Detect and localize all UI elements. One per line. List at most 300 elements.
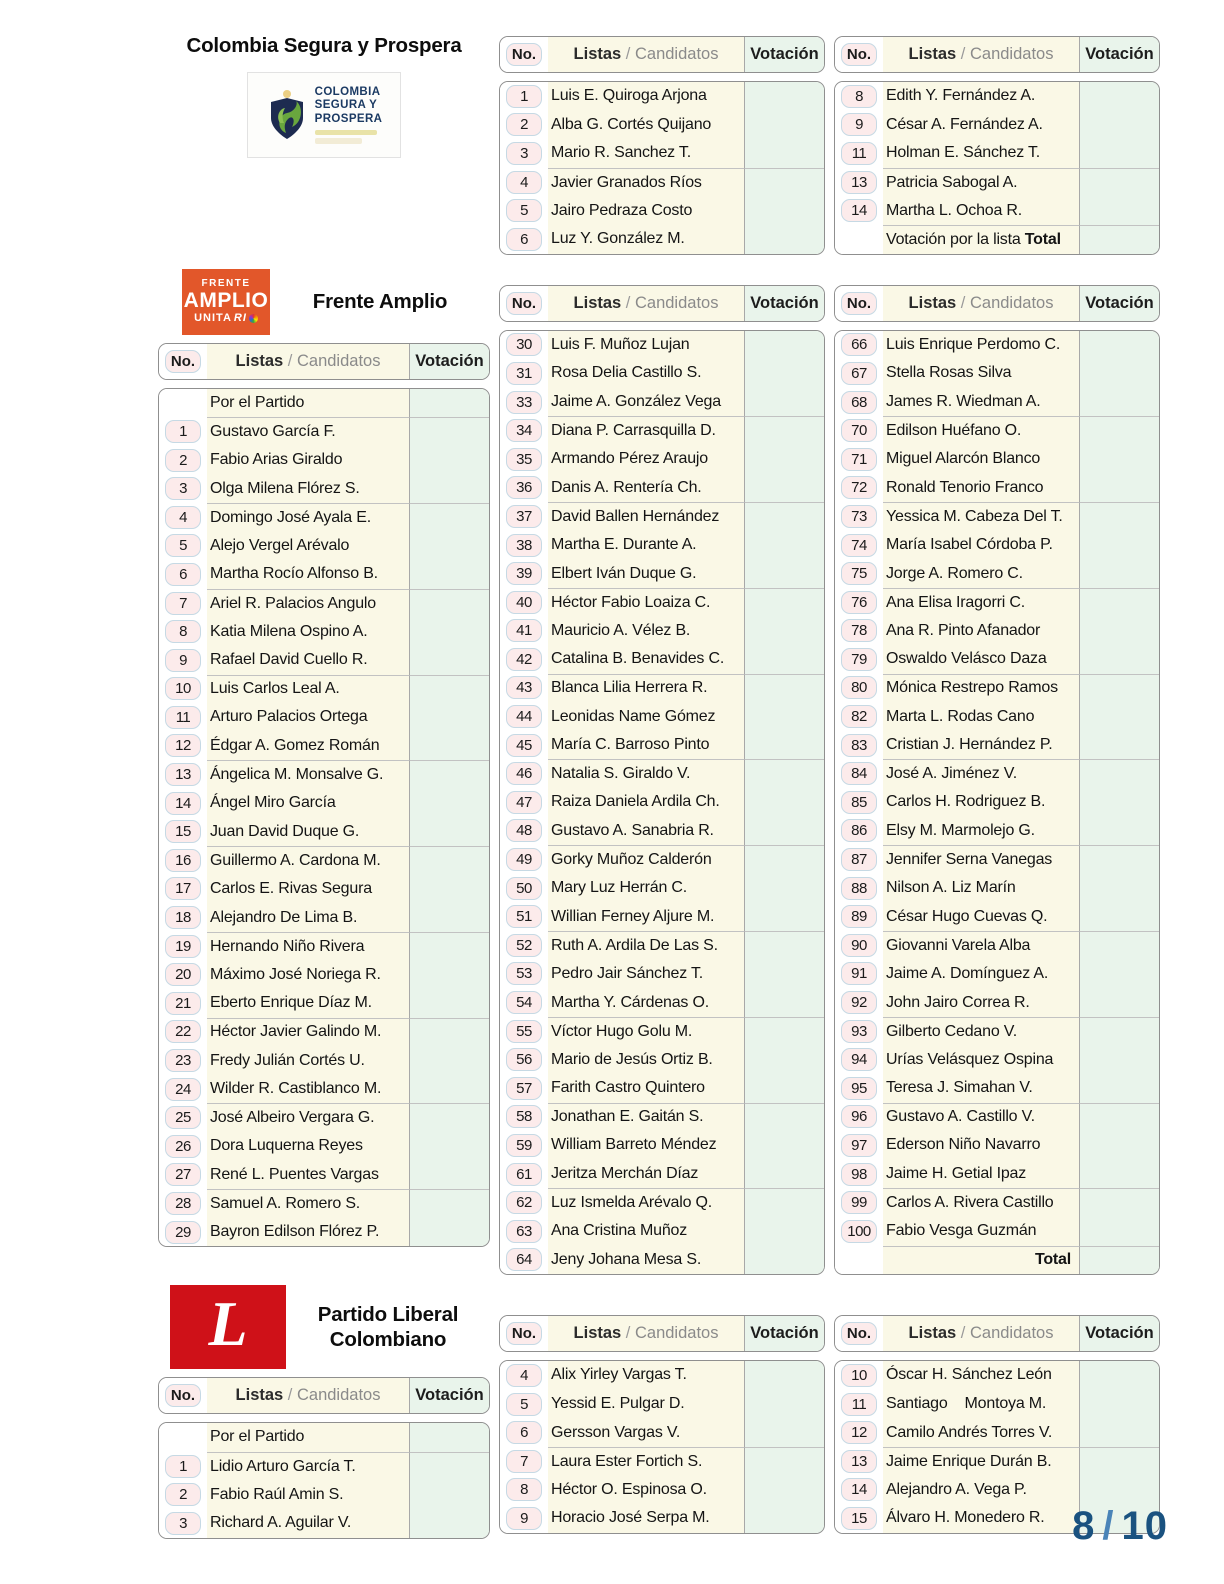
votacion-cell — [1079, 731, 1159, 760]
candidate-name-cell: Jeny Johana Mesa S. — [548, 1246, 744, 1275]
table-row — [500, 168, 824, 197]
votacion-cell — [744, 960, 824, 989]
row-number-wrap — [835, 1103, 883, 1132]
row-number-wrap — [500, 588, 548, 617]
row-number-wrap — [835, 502, 883, 531]
row-number-wrap — [159, 1103, 207, 1132]
no-header-pill: No. — [841, 1322, 877, 1345]
candidate-name-cell: Rosa Delia Castillo S. — [548, 359, 744, 388]
table-row — [500, 359, 824, 388]
row-number-wrap — [835, 1390, 883, 1419]
row-number-pill: 12 — [165, 734, 201, 757]
votacion-cell — [409, 589, 489, 618]
row-number-pill: 59 — [506, 1134, 542, 1157]
candidate-name-cell: Armando Pérez Araujo — [548, 445, 744, 474]
votacion-cell — [409, 1423, 489, 1452]
votacion-cell — [1079, 931, 1159, 960]
table-row — [500, 502, 824, 531]
row-number-wrap — [835, 702, 883, 731]
row-number-pill: 13 — [841, 171, 877, 194]
row-number-pill: 11 — [841, 1393, 877, 1416]
votacion-cell — [744, 196, 824, 225]
candidate-name-cell: Domingo José Ayala E. — [207, 503, 409, 532]
candidate-name-cell: David Ballen Hernández — [548, 502, 744, 531]
section2-right-table — [834, 277, 1160, 1276]
candidate-name-cell: Óscar H. Sánchez León — [883, 1361, 1079, 1390]
candidate-name-cell: Blanca Lilia Herrera R. — [548, 674, 744, 703]
candidatos-label: Candidatos — [969, 1324, 1054, 1343]
votacion-cell — [409, 560, 489, 589]
candidate-name-cell: Elsy M. Marmolejo G. — [883, 817, 1079, 846]
header-listas-cell — [207, 1378, 409, 1413]
row-number-wrap — [500, 445, 548, 474]
row-number-pill: 70 — [841, 419, 877, 442]
candidate-name-cell: Gersson Vargas V. — [548, 1418, 744, 1447]
slash-separator: / — [621, 1324, 635, 1343]
row-number-wrap — [500, 139, 548, 168]
votacion-cell — [744, 474, 824, 503]
table-row — [835, 1131, 1159, 1160]
votacion-cell — [409, 417, 489, 446]
row-number-pill: 4 — [165, 506, 201, 529]
row-number-pill: 93 — [841, 1020, 877, 1043]
votacion-cell — [409, 646, 489, 675]
row-number-pill: 30 — [506, 333, 542, 356]
row-number-wrap — [500, 1476, 548, 1505]
candidate-name-cell: Raiza Daniela Ardila Ch. — [548, 788, 744, 817]
row-number-pill: 55 — [506, 1020, 542, 1043]
votacion-cell — [1079, 445, 1159, 474]
no-header-pill: No. — [506, 1322, 542, 1345]
listas-label: Listas — [908, 45, 957, 63]
row-number-wrap — [500, 1447, 548, 1476]
header-votacion-cell: Votación — [1079, 37, 1159, 72]
row-number-pill: 38 — [506, 534, 542, 557]
page-separator: / — [1102, 1504, 1115, 1548]
row-number-wrap — [500, 1504, 548, 1533]
slash-separator: / — [621, 293, 635, 312]
votacion-cell — [744, 1447, 824, 1476]
table-row — [500, 645, 824, 674]
row-number-wrap — [159, 903, 207, 932]
header-listas-cell — [883, 286, 1079, 321]
table-body — [158, 1422, 490, 1538]
row-number-wrap — [835, 359, 883, 388]
section3-center-table — [499, 1307, 825, 1534]
votacion-cell — [409, 1218, 489, 1247]
table-row — [500, 1476, 824, 1505]
row-number-wrap — [835, 931, 883, 960]
row-number-pill: 14 — [841, 1478, 877, 1501]
partido-liberal-logo — [170, 1285, 286, 1369]
row-number-pill: 12 — [841, 1421, 877, 1444]
votacion-cell — [409, 960, 489, 989]
row-number-pill: 27 — [165, 1163, 201, 1186]
table-row — [500, 1103, 824, 1132]
table-row — [835, 445, 1159, 474]
votacion-cell — [744, 502, 824, 531]
table-row — [835, 388, 1159, 417]
row-number-wrap — [835, 902, 883, 931]
row-number-pill: 54 — [506, 991, 542, 1014]
row-number-pill: 50 — [506, 877, 542, 900]
candidate-name-cell: Luis Enrique Perdomo C. — [883, 331, 1079, 360]
row-number-pill: 5 — [165, 534, 201, 557]
row-number-wrap — [835, 759, 883, 788]
candidate-name-cell: Lidio Arturo García T. — [207, 1452, 409, 1481]
row-number-pill: 56 — [506, 1048, 542, 1071]
table-row — [159, 1509, 489, 1538]
votacion-cell — [1079, 168, 1159, 197]
row-number-pill: 37 — [506, 505, 542, 528]
row-number-pill: 28 — [165, 1192, 201, 1215]
votacion-cell — [1079, 196, 1159, 225]
row-number-wrap — [835, 1418, 883, 1447]
candidate-name-cell: Gustavo A. Sanabria R. — [548, 817, 744, 846]
row-number-wrap — [159, 1132, 207, 1161]
candidatos-label: Candidatos — [296, 351, 381, 370]
votacion-cell — [1079, 874, 1159, 903]
row-number-wrap — [835, 731, 883, 760]
row-number-wrap — [835, 874, 883, 903]
table-row — [159, 817, 489, 846]
votacion-cell — [1079, 759, 1159, 788]
frente-amplio-logo — [182, 269, 270, 335]
table-row — [835, 1447, 1159, 1476]
candidate-name-cell: Diana P. Carrasquilla D. — [548, 416, 744, 445]
row-number-pill: 57 — [506, 1077, 542, 1100]
candidate-name-cell: Dora Luquerna Reyes — [207, 1132, 409, 1161]
header-no-cell — [835, 1316, 883, 1351]
votacion-cell — [744, 1504, 824, 1533]
slash-separator: / — [621, 45, 635, 63]
votacion-cell — [409, 532, 489, 561]
table-row — [159, 1423, 489, 1452]
row-number-pill: 15 — [165, 820, 201, 843]
votacion-cell — [1079, 82, 1159, 111]
listas-label: Listas — [573, 1324, 622, 1343]
table-body — [499, 330, 825, 1276]
table-row — [159, 903, 489, 932]
table-row — [835, 474, 1159, 503]
row-number-pill: 79 — [841, 648, 877, 671]
slash-separator: / — [956, 293, 970, 312]
row-number-pill: 6 — [506, 228, 542, 251]
slash-separator: / — [956, 1324, 970, 1343]
row-number-wrap — [159, 703, 207, 732]
candidate-name-cell: Marta L. Rodas Cano — [883, 702, 1079, 731]
logo-amplio-text: AMPLIO — [183, 289, 269, 313]
partido-liberal-header — [158, 1285, 490, 1369]
row-number-pill: 21 — [165, 992, 201, 1015]
row-number-wrap — [835, 1447, 883, 1476]
votacion-cell — [409, 675, 489, 704]
row-number-wrap — [500, 168, 548, 197]
candidate-name-cell: Jaime A. Domínguez A. — [883, 960, 1079, 989]
row-number-wrap — [500, 1103, 548, 1132]
votacion-cell — [409, 932, 489, 961]
row-number-pill: 63 — [506, 1220, 542, 1243]
row-number-wrap — [500, 388, 548, 417]
row-number-pill: 11 — [841, 142, 877, 165]
votacion-cell — [409, 1480, 489, 1509]
candidate-name-cell: Camilo Andrés Torres V. — [883, 1418, 1079, 1447]
candidate-name-cell: Olga Milena Flórez S. — [207, 474, 409, 503]
votacion-cell — [409, 389, 489, 418]
row-number-pill: 25 — [165, 1106, 201, 1129]
table-body — [834, 81, 1160, 255]
table-row — [500, 788, 824, 817]
candidate-name-cell: Nilson A. Liz Marín — [883, 874, 1079, 903]
table-row — [159, 1075, 489, 1104]
table-row — [159, 389, 489, 418]
votacion-cell — [409, 789, 489, 818]
candidate-name-cell: Gilberto Cedano V. — [883, 1017, 1079, 1046]
row-number-wrap — [159, 732, 207, 761]
row-number-wrap — [159, 1161, 207, 1190]
row-number-wrap — [835, 531, 883, 560]
row-number-wrap — [500, 817, 548, 846]
candidate-name-cell: Édgar A. Gomez Román — [207, 732, 409, 761]
row-number-wrap — [500, 788, 548, 817]
candidate-name-cell: Edith Y. Fernández A. — [883, 82, 1079, 111]
candidate-name-cell: Jorge A. Romero C. — [883, 559, 1079, 588]
section1-center-table — [499, 28, 825, 255]
votacion-cell — [1079, 1418, 1159, 1447]
candidate-name-cell: Alejandro A. Vega P. — [883, 1476, 1079, 1505]
row-number-wrap — [159, 560, 207, 589]
table-header — [499, 1315, 825, 1352]
table-row — [835, 1418, 1159, 1447]
votacion-cell — [1079, 502, 1159, 531]
votacion-cell — [1079, 1160, 1159, 1189]
row-number-pill: 76 — [841, 591, 877, 614]
candidate-name-cell: Luis E. Quiroga Arjona — [548, 82, 744, 111]
row-number-wrap — [835, 588, 883, 617]
row-number-wrap — [835, 225, 883, 254]
votacion-cell — [744, 588, 824, 617]
table-row — [159, 1018, 489, 1047]
row-number-wrap — [500, 960, 548, 989]
header-votacion-cell: Votación — [1079, 1316, 1159, 1351]
no-header-pill: No. — [165, 1384, 201, 1407]
table-row — [500, 588, 824, 617]
row-number-pill: 3 — [165, 477, 201, 500]
table-row — [159, 932, 489, 961]
row-number-pill: 80 — [841, 676, 877, 699]
table-row — [835, 731, 1159, 760]
row-number-wrap — [500, 702, 548, 731]
slash-separator: / — [956, 45, 970, 63]
row-number-pill: 10 — [165, 677, 201, 700]
row-number-wrap — [500, 196, 548, 225]
candidate-name-cell: María Isabel Córdoba P. — [883, 531, 1079, 560]
shield-leaf-icon — [266, 89, 308, 141]
votacion-cell — [744, 1160, 824, 1189]
candidate-name-cell: Jaime A. González Vega — [548, 388, 744, 417]
votacion-cell — [1079, 902, 1159, 931]
table-row — [835, 960, 1159, 989]
votacion-cell — [744, 416, 824, 445]
header-votacion-cell: Votación — [744, 1316, 824, 1351]
table-row — [835, 1103, 1159, 1132]
table-row — [835, 1074, 1159, 1103]
table-row — [159, 989, 489, 1018]
row-number-pill: 2 — [165, 449, 201, 472]
votacion-cell — [1079, 588, 1159, 617]
candidate-name-cell: José Albeiro Vergara G. — [207, 1103, 409, 1132]
table-row — [835, 531, 1159, 560]
row-number-wrap — [835, 1188, 883, 1217]
row-number-pill: 42 — [506, 648, 542, 671]
table-row — [500, 874, 824, 903]
row-number-pill: 52 — [506, 934, 542, 957]
table-row — [159, 474, 489, 503]
table-row — [835, 902, 1159, 931]
candidate-name-cell: Hernando Niño Rivera — [207, 932, 409, 961]
candidate-name-cell: Arturo Palacios Ortega — [207, 703, 409, 732]
votacion-cell — [744, 702, 824, 731]
votacion-cell — [1079, 1390, 1159, 1419]
row-number-pill: 98 — [841, 1163, 877, 1186]
no-header-pill: No. — [841, 43, 877, 66]
table-row — [835, 559, 1159, 588]
logo-faint-bar — [315, 138, 362, 144]
row-number-pill: 97 — [841, 1134, 877, 1157]
table-header — [158, 343, 490, 380]
table-row — [835, 988, 1159, 1017]
row-number-wrap — [159, 1189, 207, 1218]
candidate-name-cell: Farith Castro Quintero — [548, 1074, 744, 1103]
row-number-wrap — [500, 674, 548, 703]
row-number-pill: 45 — [506, 734, 542, 757]
row-number-pill: 36 — [506, 476, 542, 499]
candidatos-label: Candidatos — [634, 1324, 719, 1343]
row-number-pill: 39 — [506, 562, 542, 585]
row-number-pill: 74 — [841, 534, 877, 557]
candidate-name-cell: Rafael David Cuello R. — [207, 646, 409, 675]
table-row — [500, 1074, 824, 1103]
row-number-pill: 88 — [841, 877, 877, 900]
votacion-cell — [1079, 1131, 1159, 1160]
listas-label: Listas — [908, 293, 957, 312]
table-row — [159, 1103, 489, 1132]
votacion-cell — [744, 874, 824, 903]
row-number-wrap — [835, 960, 883, 989]
votacion-cell — [744, 1476, 824, 1505]
candidate-name-cell: Fabio Raúl Amin S. — [207, 1480, 409, 1509]
votacion-cell — [1079, 1045, 1159, 1074]
row-number-wrap — [159, 417, 207, 446]
candidate-name-cell: Carlos A. Rivera Castillo — [883, 1188, 1079, 1217]
row-number-wrap — [835, 1504, 883, 1533]
table-row — [835, 1361, 1159, 1390]
row-number-pill: 7 — [506, 1450, 542, 1473]
row-number-pill: 58 — [506, 1105, 542, 1128]
votacion-cell — [1079, 817, 1159, 846]
row-number-pill: 67 — [841, 362, 877, 385]
candidate-name-cell: Martha E. Durante A. — [548, 531, 744, 560]
candidatos-label: Candidatos — [296, 1386, 381, 1405]
row-number-wrap — [835, 1160, 883, 1189]
row-number-pill: 3 — [165, 1512, 201, 1535]
candidate-name-cell: Ana R. Pinto Afanador — [883, 617, 1079, 646]
candidate-name-cell: Jonathan E. Gaitán S. — [548, 1103, 744, 1132]
row-number-wrap — [159, 1423, 207, 1452]
row-number-pill: 33 — [506, 391, 542, 414]
table-body — [499, 1360, 825, 1534]
candidate-name-cell: César Hugo Cuevas Q. — [883, 902, 1079, 931]
votacion-cell — [744, 1418, 824, 1447]
votacion-cell — [744, 559, 824, 588]
row-number-pill: 89 — [841, 905, 877, 928]
votacion-cell — [744, 845, 824, 874]
votacion-cell — [744, 817, 824, 846]
logo-frente-text: FRENTE — [201, 278, 251, 290]
row-number-pill: 18 — [165, 906, 201, 929]
candidate-name-cell: Ángelica M. Monsalve G. — [207, 760, 409, 789]
row-number-pill: 92 — [841, 991, 877, 1014]
votacion-cell — [1079, 225, 1159, 254]
section3-right-table — [834, 1307, 1160, 1534]
table-row — [159, 675, 489, 704]
table-row — [500, 1188, 824, 1217]
row-number-wrap — [500, 1361, 548, 1390]
header-votacion-cell: Votación — [744, 286, 824, 321]
row-number-wrap — [159, 1218, 207, 1247]
rainbow-dot-icon — [249, 314, 258, 323]
slash-separator: / — [283, 1386, 297, 1405]
row-number-wrap — [835, 111, 883, 140]
table-row — [835, 111, 1159, 140]
logo-ri-text: RI — [233, 312, 247, 325]
slash-separator: / — [283, 351, 297, 370]
row-number-wrap — [159, 589, 207, 618]
candidate-name-cell: César A. Fernández A. — [883, 111, 1079, 140]
votacion-cell — [744, 931, 824, 960]
votacion-cell — [744, 1390, 824, 1419]
candidate-name-cell: Ronald Tenorio Franco — [883, 474, 1079, 503]
row-number-pill: 13 — [165, 763, 201, 786]
row-number-wrap — [500, 502, 548, 531]
header-listas-cell — [207, 344, 409, 379]
votacion-cell — [1079, 388, 1159, 417]
row-number-wrap — [159, 846, 207, 875]
candidate-name-cell: Ederson Niño Navarro — [883, 1131, 1079, 1160]
table-row — [835, 139, 1159, 168]
row-number-wrap — [500, 931, 548, 960]
section1-party-block — [158, 28, 490, 158]
candidate-name-cell: Ángel Miro García — [207, 789, 409, 818]
candidate-name-cell: Máximo José Noriega R. — [207, 960, 409, 989]
row-number-pill: 91 — [841, 962, 877, 985]
votacion-cell — [744, 759, 824, 788]
row-number-pill: 1 — [165, 420, 201, 443]
section1-right-table — [834, 28, 1160, 255]
votacion-cell — [1079, 1246, 1159, 1275]
votacion-cell — [744, 531, 824, 560]
row-number-pill: 13 — [841, 1450, 877, 1473]
table-row — [500, 1447, 824, 1476]
no-header-pill: No. — [506, 43, 542, 66]
row-number-wrap — [159, 875, 207, 904]
row-number-pill: 7 — [165, 592, 201, 615]
votacion-cell — [1079, 674, 1159, 703]
table-row — [159, 589, 489, 618]
row-number-wrap — [835, 845, 883, 874]
votacion-cell — [1079, 531, 1159, 560]
table-row — [835, 845, 1159, 874]
